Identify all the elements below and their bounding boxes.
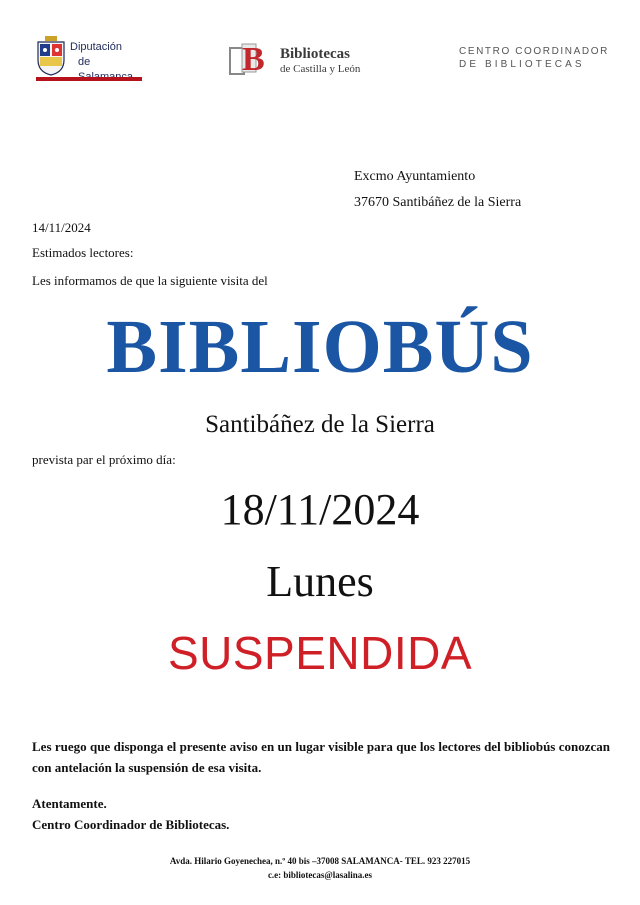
recipient-line2: 37670 Santibáñez de la Sierra xyxy=(354,195,522,210)
closing-signature: Centro Coordinador de Bibliotecas. xyxy=(32,817,230,832)
bibliotecas-line1: Bibliotecas xyxy=(280,46,350,62)
intro-text: Les informamos de que la siguiente visita del xyxy=(32,273,268,288)
diputacion-line2: de xyxy=(78,56,91,68)
greeting: Estimados lectores: xyxy=(32,245,134,260)
centro-line2: DE BIBLIOTECAS xyxy=(459,59,585,70)
suspended-status: SUSPENDIDA xyxy=(167,627,473,679)
visit-weekday: Lunes xyxy=(266,557,374,606)
footer-address: Avda. Hilario Goyenechea, n.º 40 bis –37008 SALAMANCA- TEL. 923 227015 xyxy=(169,856,471,866)
visit-date: 18/11/2024 xyxy=(220,485,420,534)
footer-email: c.e: bibliotecas@lasalina.es xyxy=(267,870,373,880)
bibliotecas-cyl-logo xyxy=(228,36,388,80)
svg-text:B: B xyxy=(242,41,265,78)
request-paragraph: Les ruego que disponga el presente aviso en un lugar visible para que los lectores del bibliobús conozcan con antelación la suspensión de esa visita. xyxy=(32,739,610,775)
bibliobus-title: BIBLIOBÚS xyxy=(106,305,534,389)
recipient-line1: Excmo Ayuntamiento xyxy=(354,169,476,184)
planned-day-label: prevista par el próximo día: xyxy=(32,452,176,467)
bibliotecas-line2: de Castilla y León xyxy=(280,63,361,75)
place-name: Santibáñez de la Sierra xyxy=(205,411,435,438)
centro-line1: CENTRO COORDINADOR xyxy=(459,46,609,57)
diputacion-salamanca-logo xyxy=(36,36,146,82)
diputacion-red-bar xyxy=(36,77,142,81)
closing-line1: Atentamente. xyxy=(32,796,107,811)
centro-coordinador-logo xyxy=(459,46,609,70)
diputacion-line1: Diputación xyxy=(70,41,122,53)
coat-of-arms-icon xyxy=(36,36,66,76)
letter-date: 14/11/2024 xyxy=(32,220,91,235)
library-book-icon xyxy=(228,36,276,80)
